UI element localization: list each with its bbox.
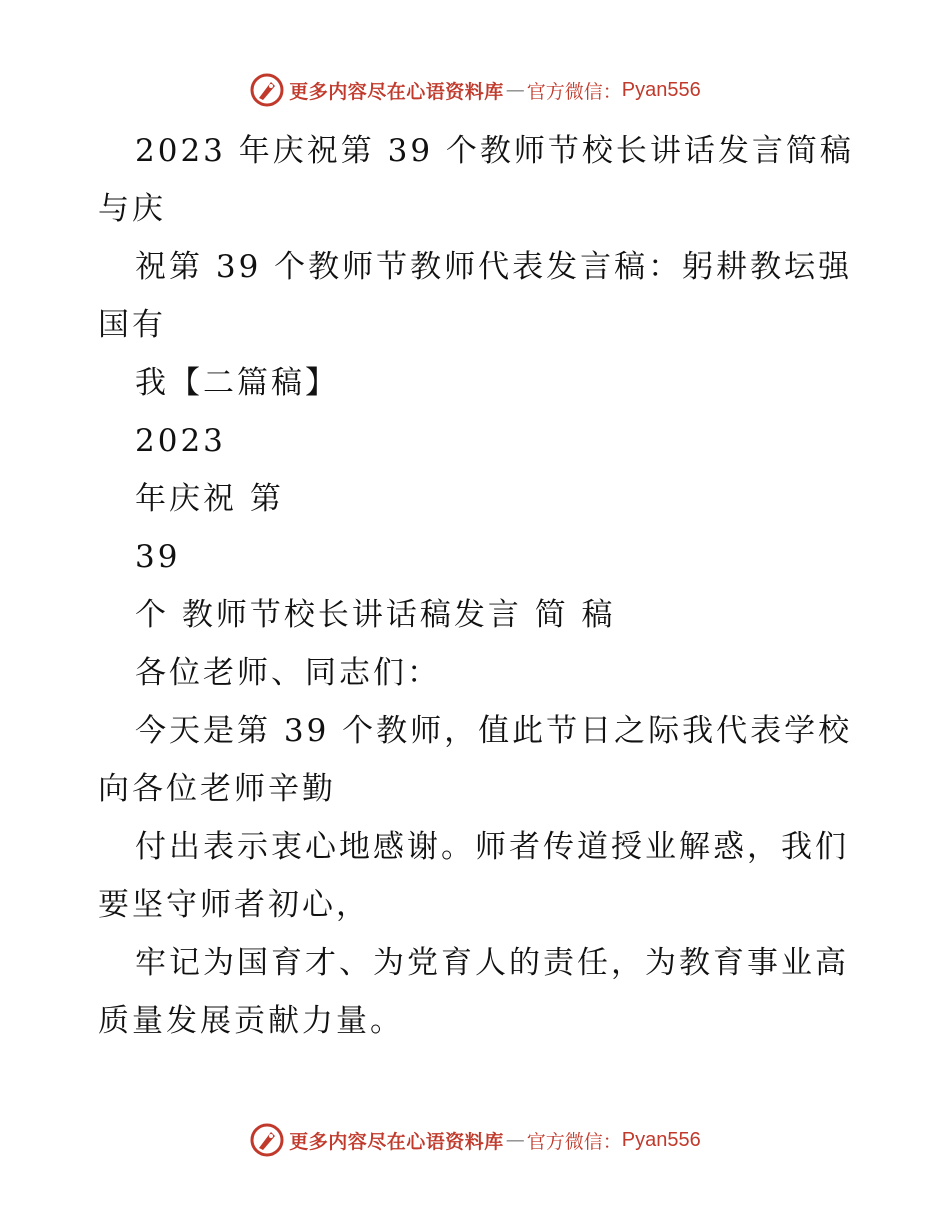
banner-dash: —: [505, 1129, 525, 1151]
pen-nib-logo-icon: [249, 1122, 285, 1158]
brand-text: 更多内容尽在心语资料库: [289, 1130, 504, 1153]
text-line: 向各位老师辛勤: [98, 771, 336, 807]
document-body: [98, 122, 858, 1050]
text-line: 2023: [135, 423, 226, 459]
text-line: 与庆: [98, 191, 166, 227]
banner-dash: —: [505, 79, 525, 101]
text-line: 年庆祝 第: [135, 481, 284, 517]
footer-watermark-banner: [0, 1120, 950, 1160]
text-line: 今天是第 39 个教师，值此节日之际我代表学校: [135, 713, 853, 749]
wechat-handle: Pyan556: [621, 1128, 701, 1151]
wechat-label: 官方微信：: [526, 80, 622, 103]
wechat-label: 官方微信：: [526, 1130, 622, 1153]
text-line: 牢记为国育才、为党育人的责任，为教育事业高: [135, 945, 849, 981]
pen-nib-logo-icon: [249, 72, 285, 108]
text-line: 各位老师、同志们：: [135, 655, 441, 691]
text-line: 祝第 39 个教师节教师代表发言稿：躬耕教坛强: [135, 249, 853, 285]
text-line: 2023 年庆祝第 39 个教师节校长讲话发言简稿: [135, 133, 854, 169]
header-watermark-banner: [0, 70, 950, 110]
brand-text: 更多内容尽在心语资料库: [289, 80, 504, 103]
text-line: 要坚守师者初心，: [98, 887, 370, 923]
text-line: 我【二篇稿】: [135, 365, 339, 401]
wechat-handle: Pyan556: [621, 78, 701, 101]
text-line: 个 教师节校长讲话稿发言 简 稿: [135, 597, 616, 633]
text-line: 质量发展贡献力量。: [98, 1003, 404, 1039]
text-line: 国有: [98, 307, 166, 343]
text-line: 39: [135, 539, 181, 575]
text-line: 付出表示衷心地感谢。师者传道授业解惑，我们: [135, 829, 849, 865]
